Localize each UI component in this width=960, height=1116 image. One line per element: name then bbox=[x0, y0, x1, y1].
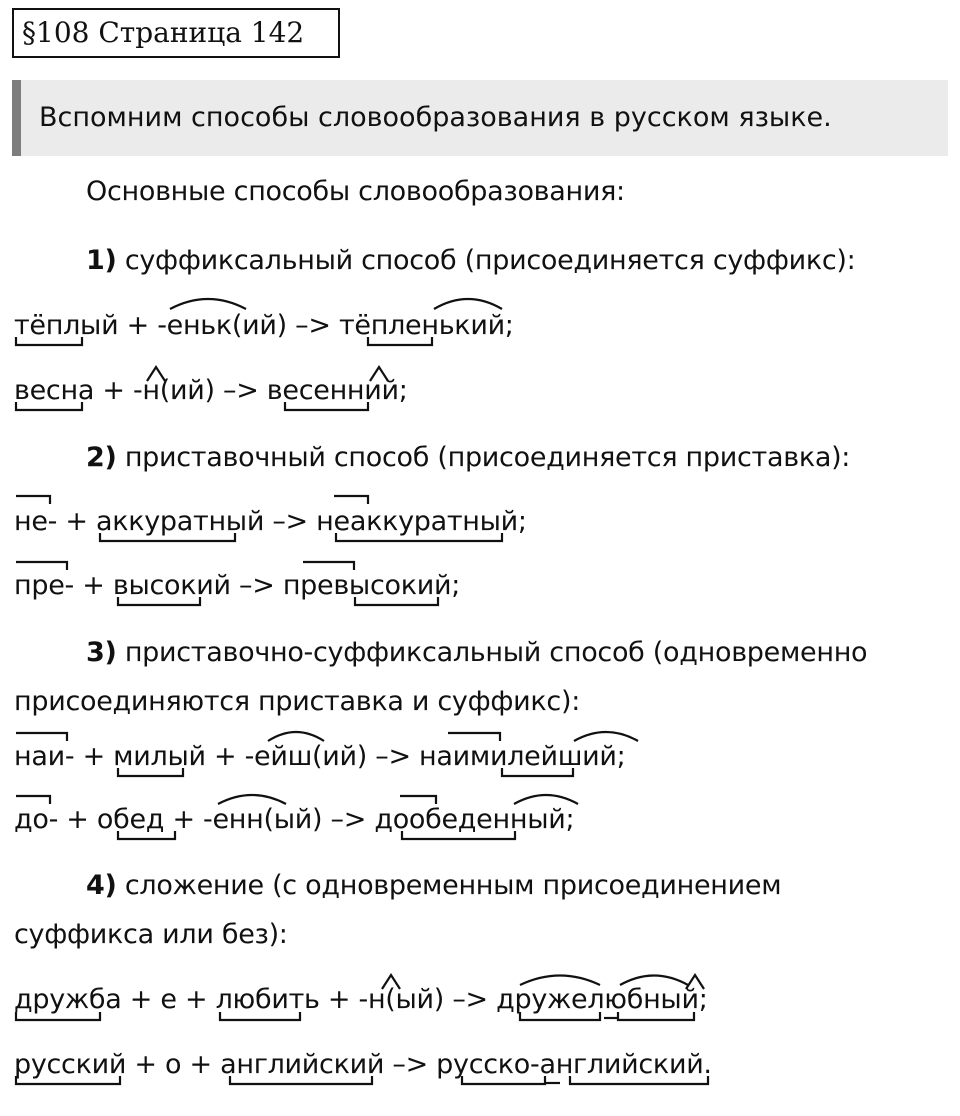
suffix-arc bbox=[514, 795, 578, 804]
prefix-mark bbox=[16, 562, 67, 570]
section-number: 3) bbox=[86, 637, 117, 668]
section-number: 2) bbox=[86, 442, 117, 473]
suffix-arc bbox=[434, 299, 502, 309]
prefix-mark bbox=[16, 796, 50, 804]
example-line: пре- + высокий –> превысокий; bbox=[14, 570, 461, 601]
example-line: дружба + е + любить + -н(ый) –> дружелюбный; bbox=[14, 984, 708, 1015]
section-4-heading bbox=[86, 870, 781, 901]
banner-text: Вспомним способы словообразования в русском языке. bbox=[39, 102, 832, 133]
topic-banner bbox=[12, 80, 948, 156]
section-number: 4) bbox=[86, 870, 117, 901]
suffix-arc bbox=[218, 795, 286, 804]
prefix-mark bbox=[334, 496, 368, 504]
section-number: 1) bbox=[86, 245, 117, 276]
prefix-mark bbox=[303, 562, 354, 570]
section-3-heading bbox=[86, 637, 867, 668]
page-title: §108 Страница 142 bbox=[12, 8, 340, 58]
example-line: тёплый + -еньк(ий) –> тёпленький; bbox=[14, 310, 514, 341]
section-title: сложение (с одновременным присоединением bbox=[124, 870, 782, 901]
section-3-heading-cont: присоединяются приставка и суффикс): bbox=[14, 686, 581, 717]
suffix-arc bbox=[268, 732, 324, 741]
example-line: наи- + милый + -ейш(ий) –> наимилейший; bbox=[14, 741, 626, 772]
section-title: приставочный способ (присоединяется приставка): bbox=[124, 442, 851, 473]
example-line: русский + о + английский –> русско-английский. bbox=[14, 1049, 712, 1080]
prefix-mark bbox=[448, 733, 500, 741]
prefix-mark bbox=[16, 496, 50, 504]
section-title: приставочно-суффиксальный способ (одновременно bbox=[124, 637, 868, 668]
suffix-arc bbox=[574, 732, 638, 741]
section-title: суффиксальный способ (присоединяется суффикс): bbox=[124, 245, 856, 276]
suffix-arc bbox=[170, 299, 246, 309]
section-1-heading bbox=[86, 245, 855, 276]
section-2-heading bbox=[86, 442, 850, 473]
example-line: весна + -н(ий) –> весенний; bbox=[14, 375, 408, 406]
section-4-heading-cont: суффикса или без): bbox=[14, 919, 288, 950]
prefix-mark bbox=[400, 796, 436, 804]
example-line: до- + обед + -енн(ый) –> дообеденный; bbox=[14, 804, 575, 835]
example-line: не- + аккуратный –> неаккуратный; bbox=[14, 506, 527, 537]
intro-text: Основные способы словообразования: bbox=[86, 176, 625, 207]
prefix-mark bbox=[16, 733, 67, 741]
